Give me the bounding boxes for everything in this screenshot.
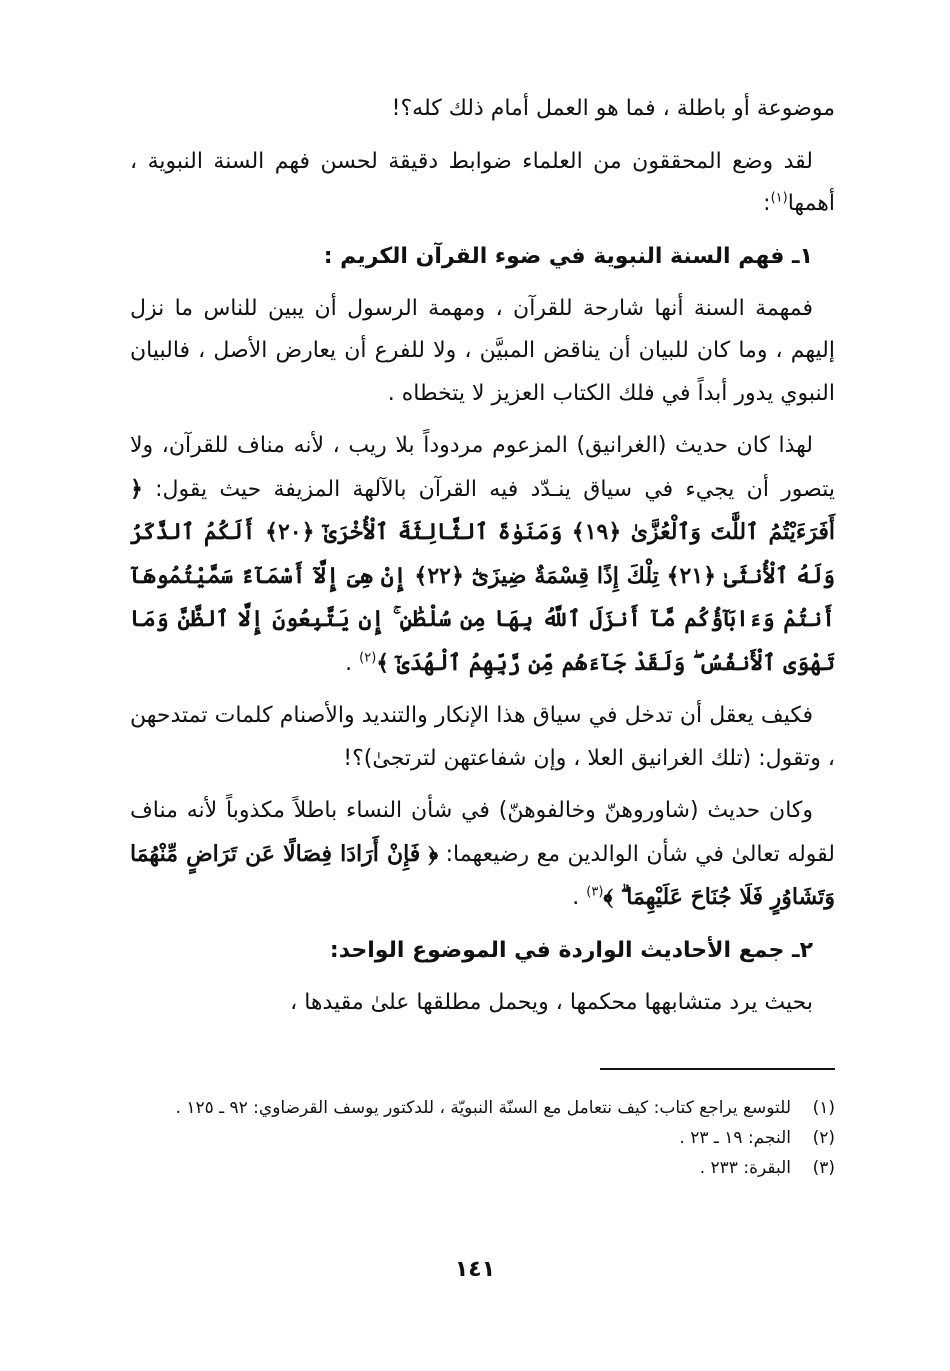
paragraph-6-text: وكان حديث (شاوروهنّ وخالفوهنّ) في شأن النساء باطلاً مكذوباً لأنه مناف لقوله تعالىٰ في شأن الوالدين مع رضيعهما: (130, 798, 835, 867)
footnote-ref-1[interactable]: (١) (770, 190, 788, 206)
footnote-number: (٢) (812, 1128, 835, 1148)
quran-verse-baqara: ﴿ فَإِنْ أَرَادَا فِصَالًا عَن تَرَاضٍ مِّنْهُمَا وَتَشَاوُرٍ فَلَا جُنَاحَ عَلَيْهِمَا ۗ ﴾ (130, 840, 835, 910)
paragraph-3-text: فمهمة السنة أنها شارحة للقرآن ، ومهمة الرسول أن يبين للناس ما نزل إليهم ، وما كان للبيان أن يناقض المبيَّن ، ولا للفرع أن يعارض الأصل ، فالبيان النبوي يدور أبداً في فلك الكتاب العزيز لا يتخطاه . (130, 295, 835, 406)
page-number: ١٤١ (454, 1257, 496, 1282)
footnote-text: البقرة: ٢٣٣ . (699, 1158, 791, 1178)
paragraph-3 (130, 288, 835, 416)
paragraph-4-text: لهذا كان حديث (الغرانيق) المزعوم مردوداً بلا ريب ، لأنه مناف للقرآن، ولا يتصور أن يجيء في سياق ينـدّد فيه القرآن بالآلهة المزيفة حيث يقول: (130, 433, 835, 502)
quran-verse-najm: ﴿ أَفَرَءَيْتُمُ ٱللَّٰتَ وَٱلْعُزَّىٰ ﴿١٩﴾ وَمَنَوٰةَ ٱلثَّالِثَةَ ٱلْأُخْرَىٰٓ ﴿٢٠﴾ أَلَكُمُ ٱلذَّكَرُ وَلَهُ ٱلْأُنثَىٰ ﴿٢١﴾ تِلْكَ إِذًا قِسْمَةٌ ضِيزَىٰٓ ﴿٢٢﴾ إِنْ هِىَ إِلَّآ أَسْمَآءٌ سَمَّيْتُمُوهَآ أَنتُمْ وَءَابَآؤُكُم مَّآ أَنزَلَ ٱللَّهُ بِهَا مِن سُلْطَٰنٍ ۚ إِن يَتَّبِعُونَ إِلَّا ٱلظَّنَّ وَمَا تَهْوَى ٱلْأَنفُسُ ۖ وَلَقَدْ جَآءَهُم مِّن رَّبِّهِمُ ٱلْهُدَىٰٓ ﴾ (130, 475, 836, 676)
page-body (130, 88, 835, 1034)
footnote-text: للتوسع يراجع كتاب: كيف نتعامل مع السنّة النبويّة ، للدكتور يوسف القرضاوي: ٩٢ ـ ١٢٥ . (175, 1098, 791, 1118)
footnote-text: النجم: ١٩ ـ ٢٣ . (679, 1128, 791, 1148)
paragraph-1-text: موضوعة أو باطلة ، فما هو العمل أمام ذلك كله؟! (391, 96, 835, 121)
footnote-divider (600, 1068, 835, 1070)
paragraph-7 (130, 982, 835, 1025)
footnote-ref-2[interactable]: (٢) (359, 650, 377, 666)
footnote-number: (٣) (812, 1158, 835, 1178)
paragraph-4-end: . (345, 650, 360, 676)
paragraph-2 (130, 141, 835, 226)
footnote-3 (130, 1153, 835, 1183)
paragraph-5-text: فكيف يعقل أن تدخل في سياق هذا الإنكار والتنديد والأصنام كلمات تمتدحهن ، وتقول: (تلك الغرانيق العلا ، وإن شفاعتهن لترتجىٰ)؟! (130, 703, 835, 771)
paragraph-7-text: بحيث يرد متشابهها محكمها ، ويحمل مطلقها علىٰ مقيدها ، (290, 989, 813, 1015)
footnote-ref-3[interactable]: (٣) (586, 884, 604, 900)
paragraph-6 (130, 790, 835, 920)
paragraph-5 (130, 695, 835, 780)
paragraph-2-text: لقد وضع المحققون من العلماء ضوابط دقيقة لحسن فهم السنة النبوية ، أهمها (130, 148, 835, 216)
footnotes (130, 1093, 835, 1183)
paragraph-1 (130, 88, 835, 131)
footnote-2 (130, 1123, 835, 1153)
footnote-number: (١) (812, 1098, 835, 1118)
paragraph-4 (130, 425, 835, 685)
footnote-1 (130, 1093, 835, 1123)
paragraph-2-end: : (763, 191, 771, 216)
section-heading-2: ٢ـ جمع الأحاديث الواردة في الموضوع الواحد: (329, 937, 813, 963)
section-heading-1: ١ـ فهم السنة النبوية في ضوء القرآن الكريم : (323, 243, 813, 269)
paragraph-6-end: . (572, 885, 587, 910)
